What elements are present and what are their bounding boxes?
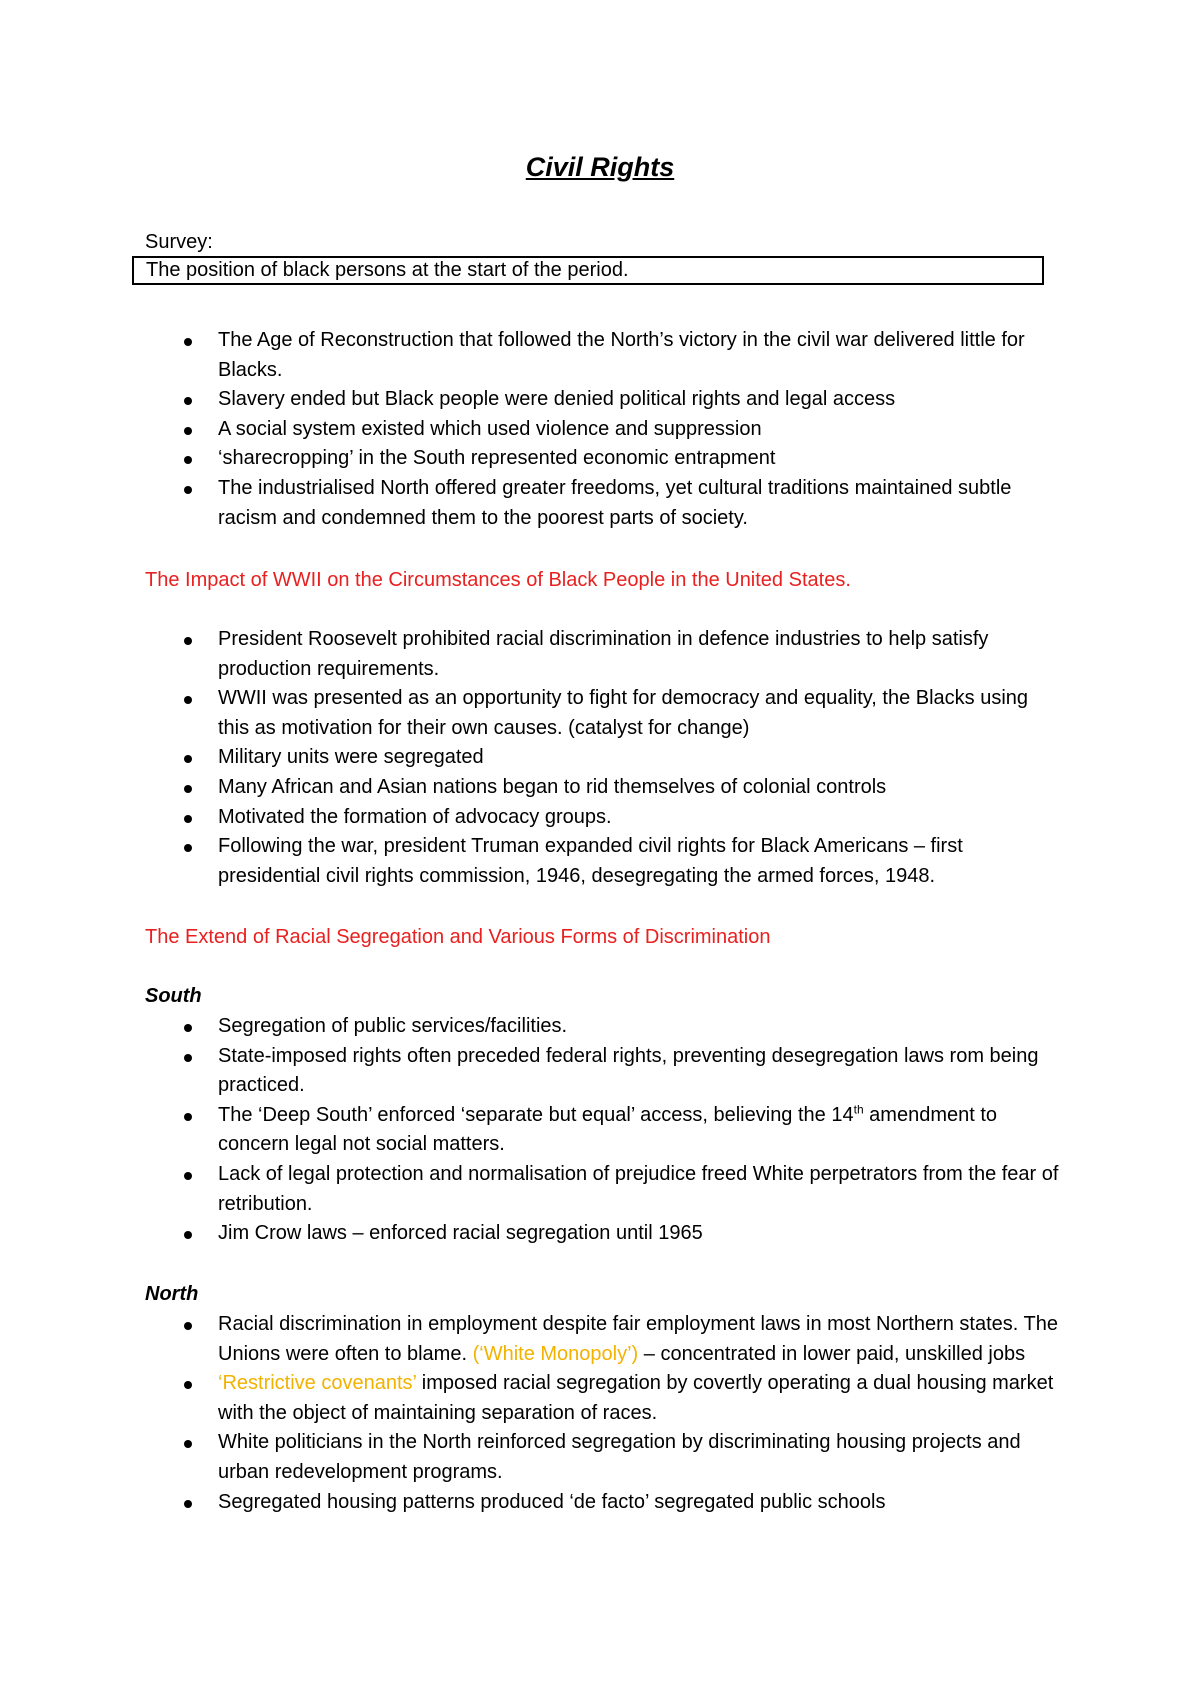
survey-box: The position of black persons at the start of the period. (132, 256, 1044, 285)
list-item (0, 1160, 1060, 1219)
list-item (0, 773, 1060, 803)
superscript: th (853, 1102, 864, 1117)
bullet-icon (184, 637, 192, 645)
list-item-text: Motivated the formation of advocacy groups. (218, 805, 612, 828)
list-item-text: President Roosevelt prohibited racial discrimination in defence industries to help satisfy production requirements. (218, 628, 989, 680)
section-heading-wwii: The Impact of WWII on the Circumstances of Black People in the United States. (145, 569, 851, 591)
list-item (0, 1101, 1060, 1160)
list-item (0, 1042, 1060, 1101)
list-item (0, 832, 1060, 891)
list-item (0, 444, 1060, 474)
survey-label: Survey: (145, 231, 213, 253)
bullet-icon (184, 338, 192, 346)
bullet-icon (184, 1054, 192, 1062)
bullet-icon (184, 397, 192, 405)
bullet-icon (184, 696, 192, 704)
list-item-text: A social system existed which used violence and suppression (218, 417, 762, 440)
list-item-text: WWII was presented as an opportunity to fight for democracy and equality, the Blacks using this as motivation for their own causes. (catalyst for change) (218, 687, 1029, 739)
list-item-text: Lack of legal protection and normalisation of prejudice freed White perpetrators from the fear of retribution. (218, 1162, 1059, 1215)
bullet-icon (184, 844, 192, 852)
subheading-south: South (145, 985, 202, 1007)
list-item-text: Military units were segregated (218, 746, 484, 769)
list-item-text: Segregation of public services/facilities. (218, 1015, 568, 1037)
list-item (0, 474, 1060, 533)
list-item (0, 1012, 1060, 1042)
intro-bullet-list (0, 326, 1060, 533)
bullet-icon (184, 427, 192, 435)
list-item (0, 1369, 1060, 1428)
list-item (0, 625, 1060, 684)
highlight-white-monopoly: (‘White Monopoly’) (472, 1342, 639, 1365)
bullet-icon (184, 486, 192, 494)
list-item-text: White politicians in the North reinforced segregation by discriminating housing projects and urban redevelopment programs. (218, 1431, 1021, 1483)
bullet-icon (184, 1500, 192, 1508)
list-item-text-after: imposed racial segregation by covertly operating a dual housing market with the object of maintaining separation of races. (218, 1372, 1054, 1424)
page-title: Civil Rights (525, 152, 675, 182)
list-item-text: The Age of Reconstruction that followed the North’s victory in the civil war delivered little for Blacks. (218, 329, 1025, 381)
wwii-bullet-list (0, 625, 1060, 891)
list-item-text: ‘sharecropping’ in the South represented economic entrapment (218, 447, 776, 470)
list-item (0, 684, 1060, 743)
list-item (0, 1310, 1060, 1369)
list-item-text-before: Racial discrimination in employment despite fair employment laws in most Northern states. The Unions were often to blame. (218, 1313, 1058, 1365)
list-item (0, 803, 1060, 833)
bullet-icon (184, 1381, 192, 1389)
bullet-icon (184, 785, 192, 793)
list-item (0, 385, 1060, 415)
bullet-icon (184, 1113, 192, 1121)
list-item (0, 1219, 1060, 1249)
bullet-icon (184, 1172, 192, 1180)
section-heading-segregation: The Extend of Racial Segregation and Various Forms of Discrimination (145, 926, 771, 948)
list-item (0, 1428, 1060, 1487)
north-bullet-list (0, 1310, 1060, 1517)
list-item-text: Following the war, president Truman expanded civil rights for Black Americans – first presidential civil rights commission, 1946, desegregating the armed forces, 1948. (218, 835, 963, 887)
list-item-text: Jim Crow laws – enforced racial segregation until 1965 (218, 1222, 703, 1245)
list-item-text: The industrialised North offered greater freedoms, yet cultural traditions maintained subtle racism and condemned them to the poorest parts of society. (218, 476, 1012, 529)
bullet-icon (184, 1440, 192, 1448)
list-item (0, 743, 1060, 773)
bullet-icon (184, 1024, 192, 1032)
bullet-icon (184, 456, 192, 464)
bullet-icon (184, 1231, 192, 1239)
list-item-text: Segregated housing patterns produced ‘de facto’ segregated public schools (218, 1490, 886, 1513)
list-item-text-before: The ‘Deep South’ enforced ‘separate but equal’ access, believing the 14 (218, 1103, 854, 1126)
subheading-north: North (145, 1283, 199, 1305)
highlight-restrictive-covenants: ‘Restrictive covenants’ (218, 1372, 417, 1395)
list-item-text: Slavery ended but Black people were denied political rights and legal access (218, 388, 896, 411)
list-item-text: Many African and Asian nations began to rid themselves of colonial controls (218, 775, 887, 798)
list-item-text-after: amendment to concern legal not social matters. (218, 1103, 998, 1156)
list-item-text: State-imposed rights often preceded federal rights, preventing desegregation laws rom being practiced. (218, 1044, 1039, 1097)
bullet-icon (184, 815, 192, 823)
list-item (0, 1488, 1060, 1518)
bullet-icon (184, 1322, 192, 1330)
list-item-text-after: – concentrated in lower paid, unskilled jobs (638, 1342, 1026, 1365)
list-item (0, 415, 1060, 445)
list-item (0, 326, 1060, 385)
bullet-icon (184, 755, 192, 763)
south-bullet-list (0, 1012, 1060, 1249)
